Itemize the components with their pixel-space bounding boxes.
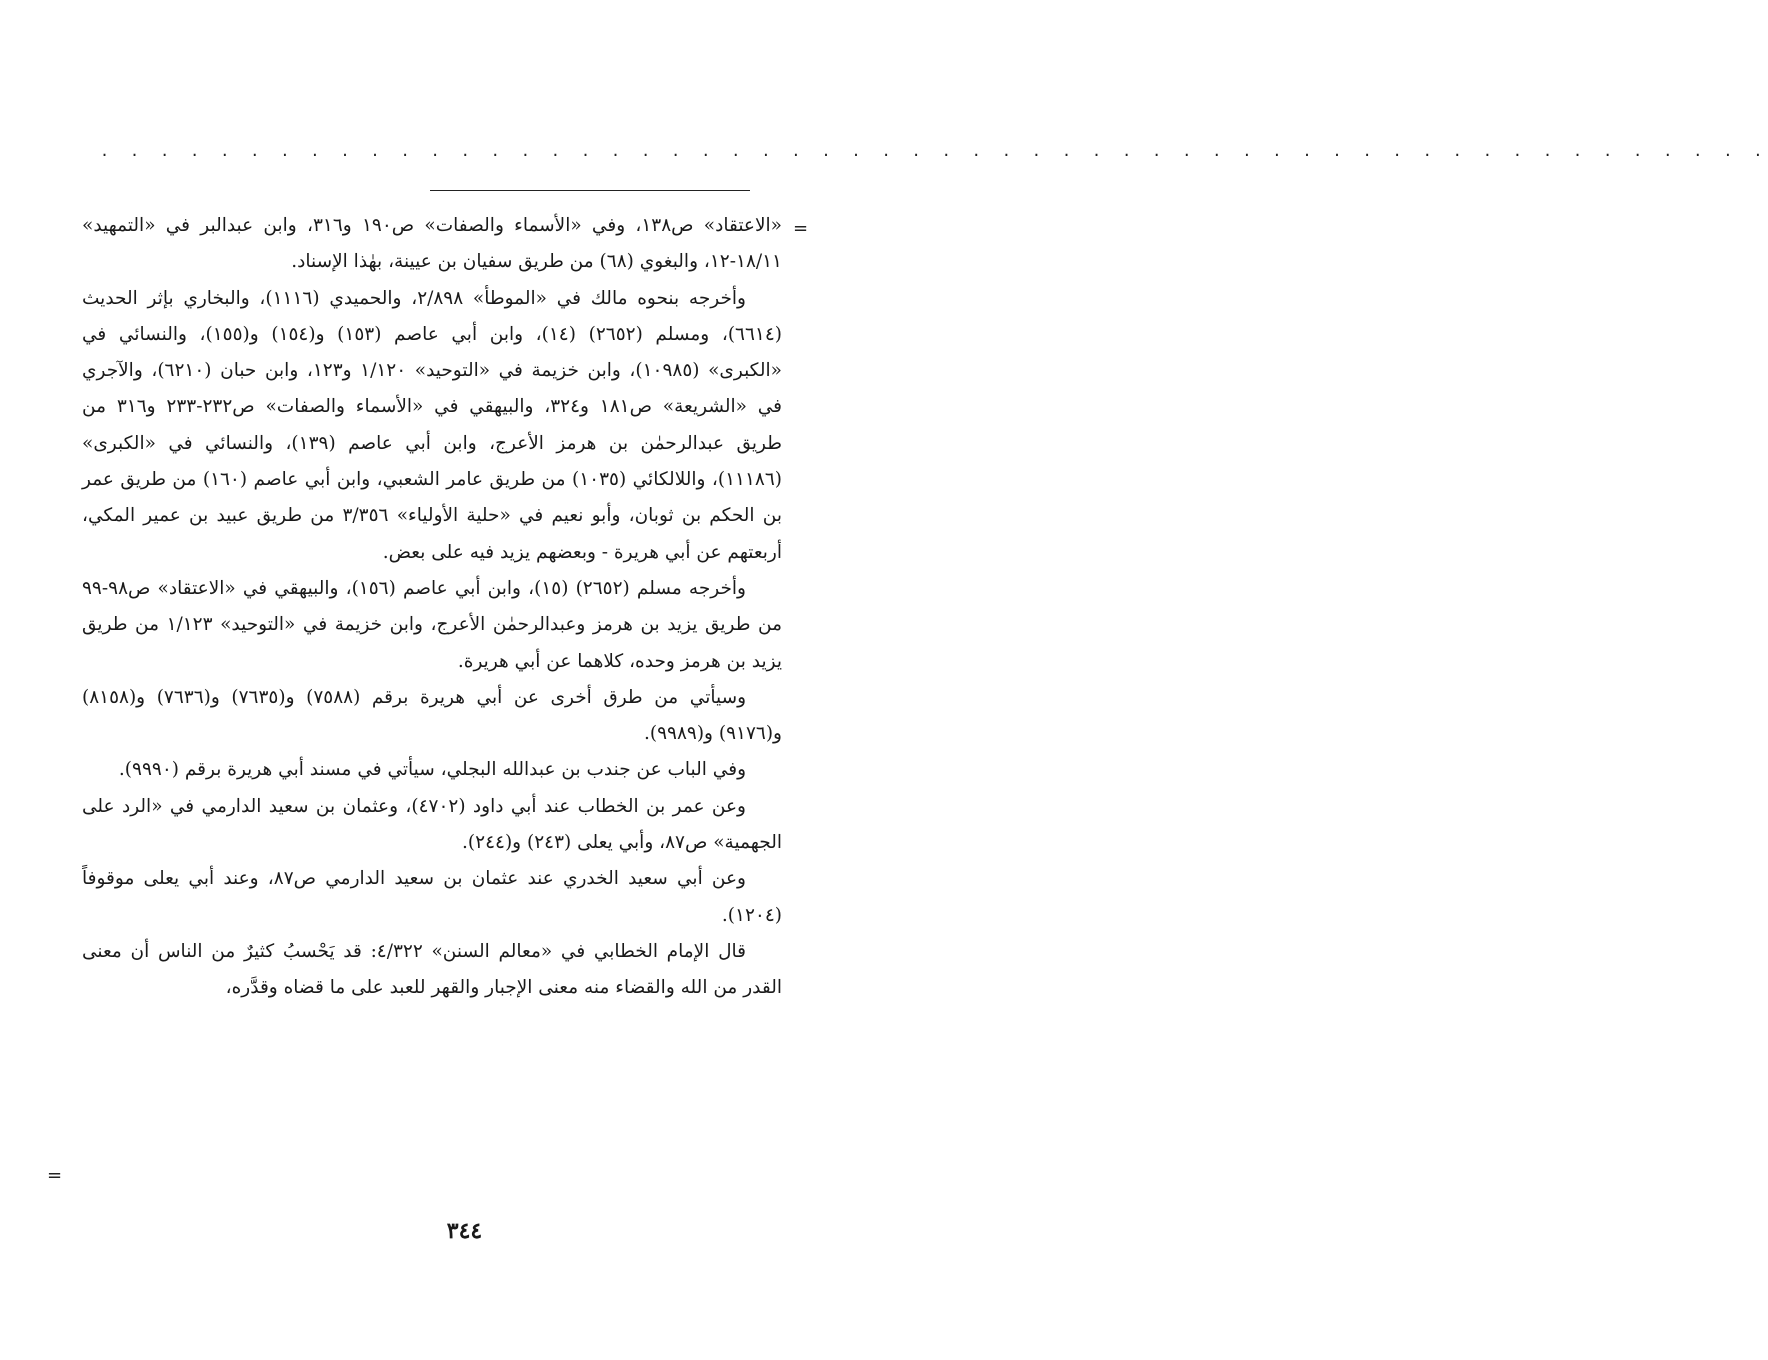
paragraph-6: وعن عمر بن الخطاب عند أبي داود (٤٧٠٢)، وعثمان بن سعيد الدارمي في «الرد على الجهمية» ص٨٧، وأبي يعلى (٢٤٣) و(٢٤٤). (82, 795, 782, 854)
continuation-marker-start: = (793, 218, 809, 239)
paragraph-4: وسيأتي من طرق أخرى عن أبي هريرة برقم (٧٥٨٨) و(٧٦٣٥) و(٧٦٣٦) و(٨١٥٨) و(٩١٧٦) و(٩٩٨٩). (82, 686, 782, 745)
continuation-marker-end: = (47, 1165, 63, 1186)
paragraph-7: وعن أبي سعيد الخدري عند عثمان بن سعيد الدارمي ص٨٧، وعند أبي يعلى موقوفاً (١٢٠٤). (82, 868, 782, 926)
footnote-text (82, 208, 782, 1007)
paragraph-2: وأخرجه بنحوه مالك في «الموطأ» ٢/٨٩٨، والحميدي (١١١٦)، والبخاري بإثر الحديث (٦٦١٤)، ومسلم (٢٦٥٢) (١٤)، وابن أبي عاصم (١٥٣) و(١٥٤) و(١٥٥)، والنسائي في «الكبرى» (١٠٩٨٥)، وابن خزيمة في «التوحيد» ١/١٢٠ و١٢٣، وابن حبان (٦٢١٠)، والآجري في «الشريعة» ص١٨١ و٣٢٤، والبيهقي في «الأسماء والصفات» ص٢٣٢-٢٣٣ و٣١٦ من طريق عبدالرحمٰن بن هرمز الأعرج، وابن أبي عاصم (١٣٩)، والنسائي في «الكبرى» (١١١٨٦)، واللالكائي (١٠٣٥) من طريق عامر الشعبي، وابن أبي عاصم (١٦٠) من طريق عمر بن الحكم بن ثوبان، وأبو نعيم في «حلية الأولياء» ٣/٣٥٦ من طريق عبيد بن عمير المكي، أربعتهم عن أبي هريرة - وبعضهم يزيد فيه على بعض. (82, 287, 783, 563)
paragraph-1: «الاعتقاد» ص١٣٨، وفي «الأسماء والصفات» ص١٩٠ و٣١٦، وابن عبدالبر في «التمهيد» ١٨/١١-١٢، والبغوي (٦٨) من طريق سفيان بن عيينة، بهٰذا الإسناد. (82, 215, 782, 273)
paragraph-5: وفي الباب عن جندب بن عبدالله البجلي، سيأتي في مسند أبي هريرة برقم (٩٩٩٠). (118, 759, 746, 781)
paragraph-3: وأخرجه مسلم (٢٦٥٢) (١٥)، وابن أبي عاصم (١٥٦)، والبيهقي في «الاعتقاد» ص٩٨-٩٩ من طريق يزيد بن هرمز وعبدالرحمٰن الأعرج، وابن خزيمة في «التوحيد» ١/١٢٣ من طريق يزيد بن هرمز وحده، كلاهما عن أبي هريرة. (82, 577, 783, 672)
page-number: ٣٤٤ (446, 1218, 483, 1244)
footnote-rule (430, 190, 750, 191)
dotted-separator: . . . . . . . . . . . . . . . . . . . . . . . . . . . . . . . . . . . . . . . . . . . . . . . . . . . . . . . . (100, 142, 1768, 160)
paragraph-8: قال الإمام الخطابي في «معالم السنن» ٤/٣٢٢: قد يَحْسبُ كثيرٌ من الناس أن معنى القدر من الله والقضاء منه معنى الإجبار والقهر للعبد على ما قضاه وقدَّره، (82, 940, 782, 999)
